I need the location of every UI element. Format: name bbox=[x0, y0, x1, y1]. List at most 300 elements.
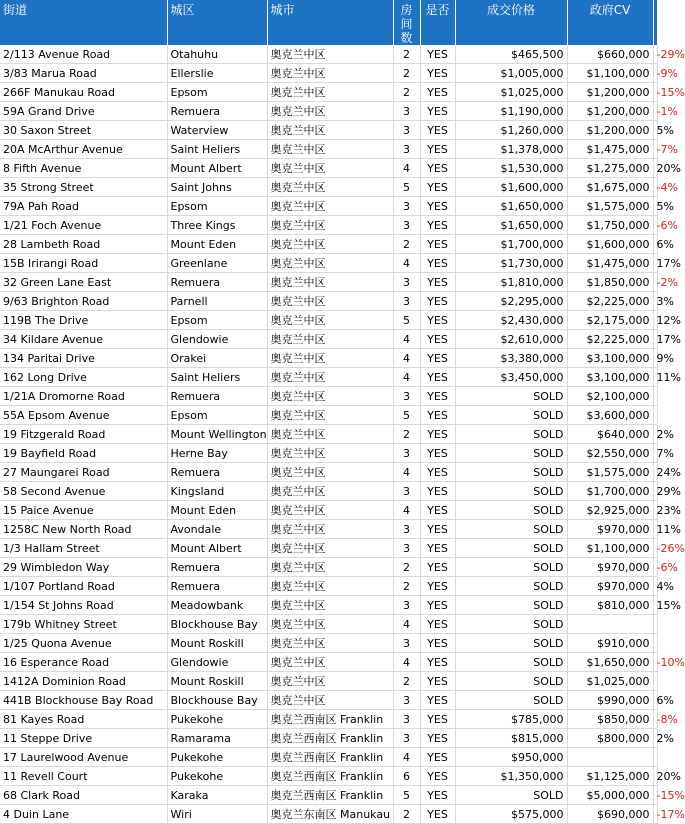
cell-yes[interactable]: YES bbox=[420, 805, 455, 824]
cell-change[interactable]: 24% bbox=[653, 463, 657, 482]
cell-rooms[interactable]: 3 bbox=[393, 121, 420, 140]
cell-area[interactable]: Remuera bbox=[167, 273, 267, 292]
cell-street[interactable]: 81 Kayes Road bbox=[0, 710, 167, 729]
cell-street[interactable]: 1258C New North Road bbox=[0, 520, 167, 539]
cell-rooms[interactable]: 4 bbox=[393, 501, 420, 520]
cell-city[interactable]: 奥克兰中区 bbox=[267, 159, 393, 178]
cell-yes[interactable]: YES bbox=[420, 425, 455, 444]
cell-city[interactable]: 奥克兰中区 bbox=[267, 444, 393, 463]
header-street[interactable]: 街道 bbox=[0, 0, 167, 45]
cell-yes[interactable]: YES bbox=[420, 444, 455, 463]
cell-yes[interactable]: YES bbox=[420, 159, 455, 178]
cell-change[interactable]: 2% bbox=[653, 425, 657, 444]
cell-city[interactable]: 奥克兰西南区 Franklin bbox=[267, 786, 393, 805]
cell-yes[interactable]: YES bbox=[420, 501, 455, 520]
cell-rooms[interactable]: 4 bbox=[393, 615, 420, 634]
cell-city[interactable]: 奥克兰中区 bbox=[267, 482, 393, 501]
cell-yes[interactable]: YES bbox=[420, 691, 455, 710]
cell-price[interactable]: $3,450,000 bbox=[455, 368, 567, 387]
cell-price[interactable]: SOLD bbox=[455, 539, 567, 558]
cell-rooms[interactable]: 2 bbox=[393, 805, 420, 824]
cell-cv[interactable]: $2,100,000 bbox=[567, 387, 653, 406]
cell-yes[interactable]: YES bbox=[420, 387, 455, 406]
cell-change[interactable]: 5% bbox=[653, 197, 657, 216]
cell-city[interactable]: 奥克兰中区 bbox=[267, 311, 393, 330]
cell-rooms[interactable]: 3 bbox=[393, 102, 420, 121]
cell-cv[interactable]: $970,000 bbox=[567, 520, 653, 539]
cell-cv[interactable]: $800,000 bbox=[567, 729, 653, 748]
cell-yes[interactable]: YES bbox=[420, 406, 455, 425]
cell-change[interactable]: -6% bbox=[653, 558, 657, 577]
cell-rooms[interactable]: 3 bbox=[393, 273, 420, 292]
cell-city[interactable]: 奥克兰中区 bbox=[267, 140, 393, 159]
header-yes[interactable]: 是否 bbox=[420, 0, 455, 45]
cell-rooms[interactable]: 2 bbox=[393, 672, 420, 691]
header-change[interactable]: 增幅 bbox=[653, 0, 657, 45]
cell-change[interactable] bbox=[653, 672, 657, 691]
cell-price[interactable]: $1,700,000 bbox=[455, 235, 567, 254]
cell-street[interactable]: 3/83 Marua Road bbox=[0, 64, 167, 83]
cell-price[interactable]: SOLD bbox=[455, 691, 567, 710]
cell-area[interactable]: Waterview bbox=[167, 121, 267, 140]
cell-price[interactable]: SOLD bbox=[455, 615, 567, 634]
cell-yes[interactable]: YES bbox=[420, 349, 455, 368]
cell-rooms[interactable]: 6 bbox=[393, 767, 420, 786]
cell-price[interactable]: SOLD bbox=[455, 786, 567, 805]
cell-rooms[interactable]: 2 bbox=[393, 83, 420, 102]
cell-change[interactable]: -15% bbox=[653, 786, 657, 805]
cell-yes[interactable]: YES bbox=[420, 292, 455, 311]
cell-street[interactable]: 68 Clark Road bbox=[0, 786, 167, 805]
cell-yes[interactable]: YES bbox=[420, 368, 455, 387]
cell-street[interactable]: 32 Green Lane East bbox=[0, 273, 167, 292]
cell-price[interactable]: $1,530,000 bbox=[455, 159, 567, 178]
cell-street[interactable]: 266F Manukau Road bbox=[0, 83, 167, 102]
cell-yes[interactable]: YES bbox=[420, 596, 455, 615]
cell-area[interactable]: Remuera bbox=[167, 387, 267, 406]
cell-price[interactable]: $1,600,000 bbox=[455, 178, 567, 197]
cell-city[interactable]: 奥克兰中区 bbox=[267, 653, 393, 672]
cell-area[interactable]: Herne Bay bbox=[167, 444, 267, 463]
cell-area[interactable]: Wiri bbox=[167, 805, 267, 824]
cell-yes[interactable]: YES bbox=[420, 102, 455, 121]
cell-cv[interactable]: $1,850,000 bbox=[567, 273, 653, 292]
header-rooms[interactable]: 房间数 bbox=[393, 0, 420, 45]
cell-cv[interactable]: $1,475,000 bbox=[567, 140, 653, 159]
cell-change[interactable] bbox=[653, 634, 657, 653]
cell-change[interactable] bbox=[653, 387, 657, 406]
cell-price[interactable]: $1,025,000 bbox=[455, 83, 567, 102]
cell-cv[interactable]: $1,200,000 bbox=[567, 83, 653, 102]
cell-rooms[interactable]: 3 bbox=[393, 710, 420, 729]
cell-rooms[interactable]: 2 bbox=[393, 425, 420, 444]
cell-yes[interactable]: YES bbox=[420, 482, 455, 501]
cell-street[interactable]: 9/63 Brighton Road bbox=[0, 292, 167, 311]
cell-yes[interactable]: YES bbox=[420, 330, 455, 349]
cell-change[interactable]: -6% bbox=[653, 216, 657, 235]
cell-cv[interactable]: $850,000 bbox=[567, 710, 653, 729]
cell-rooms[interactable]: 3 bbox=[393, 387, 420, 406]
cell-yes[interactable]: YES bbox=[420, 463, 455, 482]
cell-area[interactable]: Mount Roskill bbox=[167, 634, 267, 653]
cell-change[interactable]: -17% bbox=[653, 805, 657, 824]
cell-change[interactable]: -9% bbox=[653, 64, 657, 83]
cell-yes[interactable]: YES bbox=[420, 710, 455, 729]
cell-cv[interactable]: $1,575,000 bbox=[567, 197, 653, 216]
cell-price[interactable]: SOLD bbox=[455, 634, 567, 653]
cell-street[interactable]: 2/113 Avenue Road bbox=[0, 45, 167, 64]
cell-price[interactable]: $815,000 bbox=[455, 729, 567, 748]
cell-cv[interactable]: $2,925,000 bbox=[567, 501, 653, 520]
cell-yes[interactable]: YES bbox=[420, 767, 455, 786]
cell-change[interactable] bbox=[653, 406, 657, 425]
cell-yes[interactable]: YES bbox=[420, 83, 455, 102]
cell-street[interactable]: 1/21A Dromorne Road bbox=[0, 387, 167, 406]
cell-city[interactable]: 奥克兰中区 bbox=[267, 577, 393, 596]
cell-cv[interactable]: $690,000 bbox=[567, 805, 653, 824]
cell-street[interactable]: 1/3 Hallam Street bbox=[0, 539, 167, 558]
cell-city[interactable]: 奥克兰中区 bbox=[267, 178, 393, 197]
cell-street[interactable]: 27 Maungarei Road bbox=[0, 463, 167, 482]
cell-city[interactable]: 奥克兰西南区 Franklin bbox=[267, 767, 393, 786]
cell-city[interactable]: 奥克兰东南区 Manukau bbox=[267, 805, 393, 824]
cell-yes[interactable]: YES bbox=[420, 178, 455, 197]
cell-cv[interactable]: $1,675,000 bbox=[567, 178, 653, 197]
cell-cv[interactable]: $640,000 bbox=[567, 425, 653, 444]
cell-street[interactable]: 79A Pah Road bbox=[0, 197, 167, 216]
cell-cv[interactable]: $1,025,000 bbox=[567, 672, 653, 691]
cell-city[interactable]: 奥克兰中区 bbox=[267, 254, 393, 273]
cell-rooms[interactable]: 4 bbox=[393, 349, 420, 368]
cell-street[interactable]: 15B Irirangi Road bbox=[0, 254, 167, 273]
cell-change[interactable]: 6% bbox=[653, 235, 657, 254]
cell-price[interactable]: $785,000 bbox=[455, 710, 567, 729]
cell-price[interactable]: $1,190,000 bbox=[455, 102, 567, 121]
cell-change[interactable]: 4% bbox=[653, 577, 657, 596]
cell-price[interactable]: SOLD bbox=[455, 672, 567, 691]
cell-cv[interactable]: $1,600,000 bbox=[567, 235, 653, 254]
cell-change[interactable]: 17% bbox=[653, 330, 657, 349]
cell-price[interactable]: $1,810,000 bbox=[455, 273, 567, 292]
cell-area[interactable]: Glendowie bbox=[167, 330, 267, 349]
cell-change[interactable]: 12% bbox=[653, 311, 657, 330]
cell-city[interactable]: 奥克兰中区 bbox=[267, 121, 393, 140]
cell-area[interactable]: Greenlane bbox=[167, 254, 267, 273]
cell-change[interactable]: 20% bbox=[653, 159, 657, 178]
cell-yes[interactable]: YES bbox=[420, 615, 455, 634]
cell-price[interactable]: $1,730,000 bbox=[455, 254, 567, 273]
cell-price[interactable]: SOLD bbox=[455, 577, 567, 596]
cell-rooms[interactable]: 5 bbox=[393, 406, 420, 425]
cell-city[interactable]: 奥克兰中区 bbox=[267, 273, 393, 292]
cell-cv[interactable]: $1,700,000 bbox=[567, 482, 653, 501]
cell-cv[interactable]: $3,600,000 bbox=[567, 406, 653, 425]
cell-rooms[interactable]: 5 bbox=[393, 178, 420, 197]
cell-area[interactable]: Epsom bbox=[167, 83, 267, 102]
cell-change[interactable]: -15% bbox=[653, 83, 657, 102]
cell-price[interactable]: $1,005,000 bbox=[455, 64, 567, 83]
cell-area[interactable]: Epsom bbox=[167, 197, 267, 216]
cell-cv[interactable] bbox=[567, 615, 653, 634]
cell-rooms[interactable]: 2 bbox=[393, 45, 420, 64]
cell-area[interactable]: Remuera bbox=[167, 463, 267, 482]
cell-cv[interactable]: $970,000 bbox=[567, 558, 653, 577]
cell-city[interactable]: 奥克兰中区 bbox=[267, 102, 393, 121]
cell-yes[interactable]: YES bbox=[420, 216, 455, 235]
cell-street[interactable]: 30 Saxon Street bbox=[0, 121, 167, 140]
cell-price[interactable]: SOLD bbox=[455, 482, 567, 501]
cell-street[interactable]: 11 Revell Court bbox=[0, 767, 167, 786]
cell-yes[interactable]: YES bbox=[420, 197, 455, 216]
cell-area[interactable]: Saint Johns bbox=[167, 178, 267, 197]
cell-area[interactable]: Ramarama bbox=[167, 729, 267, 748]
cell-city[interactable]: 奥克兰中区 bbox=[267, 501, 393, 520]
cell-area[interactable]: Blockhouse Bay bbox=[167, 615, 267, 634]
cell-change[interactable]: -29% bbox=[653, 45, 657, 64]
cell-rooms[interactable]: 5 bbox=[393, 786, 420, 805]
cell-street[interactable]: 17 Laurelwood Avenue bbox=[0, 748, 167, 767]
cell-change[interactable]: 5% bbox=[653, 121, 657, 140]
cell-street[interactable]: 1/25 Quona Avenue bbox=[0, 634, 167, 653]
cell-street[interactable]: 15 Paice Avenue bbox=[0, 501, 167, 520]
cell-change[interactable]: -7% bbox=[653, 140, 657, 159]
cell-cv[interactable]: $2,225,000 bbox=[567, 292, 653, 311]
cell-cv[interactable]: $1,200,000 bbox=[567, 102, 653, 121]
cell-change[interactable]: 17% bbox=[653, 254, 657, 273]
cell-yes[interactable]: YES bbox=[420, 539, 455, 558]
cell-yes[interactable]: YES bbox=[420, 121, 455, 140]
cell-cv[interactable] bbox=[567, 748, 653, 767]
cell-change[interactable]: -26% bbox=[653, 539, 657, 558]
cell-price[interactable]: SOLD bbox=[455, 387, 567, 406]
cell-city[interactable]: 奥克兰中区 bbox=[267, 64, 393, 83]
cell-street[interactable]: 16 Esperance Road bbox=[0, 653, 167, 672]
cell-change[interactable]: 20% bbox=[653, 767, 657, 786]
cell-price[interactable]: $1,350,000 bbox=[455, 767, 567, 786]
cell-rooms[interactable]: 2 bbox=[393, 558, 420, 577]
cell-street[interactable]: 19 Fitzgerald Road bbox=[0, 425, 167, 444]
cell-yes[interactable]: YES bbox=[420, 235, 455, 254]
cell-change[interactable]: 7% bbox=[653, 444, 657, 463]
cell-rooms[interactable]: 4 bbox=[393, 653, 420, 672]
cell-price[interactable]: $2,295,000 bbox=[455, 292, 567, 311]
cell-rooms[interactable]: 4 bbox=[393, 368, 420, 387]
cell-rooms[interactable]: 2 bbox=[393, 577, 420, 596]
cell-rooms[interactable]: 3 bbox=[393, 520, 420, 539]
cell-street[interactable]: 28 Lambeth Road bbox=[0, 235, 167, 254]
cell-street[interactable]: 19 Bayfield Road bbox=[0, 444, 167, 463]
cell-price[interactable]: $1,378,000 bbox=[455, 140, 567, 159]
cell-area[interactable]: Blockhouse Bay bbox=[167, 691, 267, 710]
cell-yes[interactable]: YES bbox=[420, 786, 455, 805]
cell-city[interactable]: 奥克兰中区 bbox=[267, 197, 393, 216]
cell-rooms[interactable]: 2 bbox=[393, 235, 420, 254]
cell-area[interactable]: Karaka bbox=[167, 786, 267, 805]
cell-cv[interactable]: $660,000 bbox=[567, 45, 653, 64]
cell-cv[interactable]: $810,000 bbox=[567, 596, 653, 615]
cell-street[interactable]: 35 Strong Street bbox=[0, 178, 167, 197]
cell-area[interactable]: Mount Wellington bbox=[167, 425, 267, 444]
cell-city[interactable]: 奥克兰中区 bbox=[267, 387, 393, 406]
cell-street[interactable]: 8 Fifth Avenue bbox=[0, 159, 167, 178]
cell-city[interactable]: 奥克兰中区 bbox=[267, 615, 393, 634]
cell-street[interactable]: 162 Long Drive bbox=[0, 368, 167, 387]
cell-city[interactable]: 奥克兰中区 bbox=[267, 406, 393, 425]
cell-street[interactable]: 58 Second Avenue bbox=[0, 482, 167, 501]
cell-change[interactable]: -8% bbox=[653, 710, 657, 729]
cell-street[interactable]: 1/107 Portland Road bbox=[0, 577, 167, 596]
cell-yes[interactable]: YES bbox=[420, 45, 455, 64]
cell-rooms[interactable]: 3 bbox=[393, 292, 420, 311]
cell-cv[interactable]: $3,100,000 bbox=[567, 368, 653, 387]
cell-street[interactable]: 1/21 Foch Avenue bbox=[0, 216, 167, 235]
cell-area[interactable]: Epsom bbox=[167, 311, 267, 330]
cell-city[interactable]: 奥克兰中区 bbox=[267, 691, 393, 710]
cell-area[interactable]: Remuera bbox=[167, 102, 267, 121]
cell-cv[interactable]: $2,550,000 bbox=[567, 444, 653, 463]
cell-cv[interactable]: $1,475,000 bbox=[567, 254, 653, 273]
cell-area[interactable]: Mount Albert bbox=[167, 539, 267, 558]
cell-area[interactable]: Mount Eden bbox=[167, 501, 267, 520]
cell-city[interactable]: 奥克兰中区 bbox=[267, 292, 393, 311]
cell-street[interactable]: 179b Whitney Street bbox=[0, 615, 167, 634]
cell-change[interactable]: 2% bbox=[653, 729, 657, 748]
cell-rooms[interactable]: 4 bbox=[393, 748, 420, 767]
cell-area[interactable]: Pukekohe bbox=[167, 710, 267, 729]
cell-yes[interactable]: YES bbox=[420, 64, 455, 83]
cell-rooms[interactable]: 3 bbox=[393, 634, 420, 653]
cell-city[interactable]: 奥克兰中区 bbox=[267, 83, 393, 102]
cell-street[interactable]: 59A Grand Drive bbox=[0, 102, 167, 121]
cell-cv[interactable]: $990,000 bbox=[567, 691, 653, 710]
cell-price[interactable]: SOLD bbox=[455, 406, 567, 425]
cell-price[interactable]: SOLD bbox=[455, 501, 567, 520]
cell-change[interactable] bbox=[653, 615, 657, 634]
cell-city[interactable]: 奥克兰中区 bbox=[267, 672, 393, 691]
cell-price[interactable]: SOLD bbox=[455, 463, 567, 482]
cell-area[interactable]: Remuera bbox=[167, 558, 267, 577]
cell-rooms[interactable]: 4 bbox=[393, 159, 420, 178]
cell-street[interactable]: 55A Epsom Avenue bbox=[0, 406, 167, 425]
cell-rooms[interactable]: 2 bbox=[393, 64, 420, 83]
cell-change[interactable] bbox=[653, 748, 657, 767]
cell-city[interactable]: 奥克兰中区 bbox=[267, 349, 393, 368]
cell-cv[interactable]: $2,175,000 bbox=[567, 311, 653, 330]
cell-area[interactable]: Pukekohe bbox=[167, 748, 267, 767]
cell-price[interactable]: $1,650,000 bbox=[455, 216, 567, 235]
cell-city[interactable]: 奥克兰中区 bbox=[267, 216, 393, 235]
cell-rooms[interactable]: 3 bbox=[393, 729, 420, 748]
cell-change[interactable]: -4% bbox=[653, 178, 657, 197]
cell-change[interactable]: 6% bbox=[653, 691, 657, 710]
cell-area[interactable]: Otahuhu bbox=[167, 45, 267, 64]
cell-price[interactable]: $950,000 bbox=[455, 748, 567, 767]
cell-rooms[interactable]: 3 bbox=[393, 691, 420, 710]
cell-yes[interactable]: YES bbox=[420, 577, 455, 596]
cell-change[interactable]: -1% bbox=[653, 102, 657, 121]
cell-city[interactable]: 奥克兰中区 bbox=[267, 634, 393, 653]
cell-street[interactable]: 441B Blockhouse Bay Road bbox=[0, 691, 167, 710]
cell-rooms[interactable]: 3 bbox=[393, 216, 420, 235]
cell-price[interactable]: $2,430,000 bbox=[455, 311, 567, 330]
cell-area[interactable]: Epsom bbox=[167, 406, 267, 425]
cell-city[interactable]: 奥克兰中区 bbox=[267, 596, 393, 615]
cell-price[interactable]: SOLD bbox=[455, 653, 567, 672]
cell-city[interactable]: 奥克兰西南区 Franklin bbox=[267, 729, 393, 748]
cell-cv[interactable]: $1,275,000 bbox=[567, 159, 653, 178]
cell-price[interactable]: $3,380,000 bbox=[455, 349, 567, 368]
cell-city[interactable]: 奥克兰中区 bbox=[267, 330, 393, 349]
cell-rooms[interactable]: 5 bbox=[393, 311, 420, 330]
cell-area[interactable]: Meadowbank bbox=[167, 596, 267, 615]
cell-price[interactable]: SOLD bbox=[455, 558, 567, 577]
cell-change[interactable]: -2% bbox=[653, 273, 657, 292]
cell-street[interactable]: 29 Wimbledon Way bbox=[0, 558, 167, 577]
cell-cv[interactable]: $1,200,000 bbox=[567, 121, 653, 140]
cell-change[interactable]: -10% bbox=[653, 653, 657, 672]
cell-street[interactable]: 34 Kildare Avenue bbox=[0, 330, 167, 349]
cell-price[interactable]: SOLD bbox=[455, 596, 567, 615]
cell-change[interactable]: 15% bbox=[653, 596, 657, 615]
cell-yes[interactable]: YES bbox=[420, 520, 455, 539]
cell-area[interactable]: Mount Eden bbox=[167, 235, 267, 254]
header-city[interactable]: 城市 bbox=[267, 0, 393, 45]
header-cv[interactable]: 政府CV bbox=[567, 0, 653, 45]
cell-change[interactable]: 23% bbox=[653, 501, 657, 520]
cell-cv[interactable]: $1,650,000 bbox=[567, 653, 653, 672]
cell-street[interactable]: 119B The Drive bbox=[0, 311, 167, 330]
cell-city[interactable]: 奥克兰西南区 Franklin bbox=[267, 748, 393, 767]
cell-yes[interactable]: YES bbox=[420, 311, 455, 330]
cell-price[interactable]: SOLD bbox=[455, 520, 567, 539]
cell-cv[interactable]: $910,000 bbox=[567, 634, 653, 653]
cell-rooms[interactable]: 3 bbox=[393, 482, 420, 501]
cell-price[interactable]: $1,260,000 bbox=[455, 121, 567, 140]
header-area[interactable]: 城区 bbox=[167, 0, 267, 45]
cell-cv[interactable]: $1,100,000 bbox=[567, 539, 653, 558]
cell-cv[interactable]: $1,125,000 bbox=[567, 767, 653, 786]
cell-cv[interactable]: $2,225,000 bbox=[567, 330, 653, 349]
cell-city[interactable]: 奥克兰中区 bbox=[267, 520, 393, 539]
cell-change[interactable]: 11% bbox=[653, 520, 657, 539]
cell-yes[interactable]: YES bbox=[420, 634, 455, 653]
cell-price[interactable]: SOLD bbox=[455, 425, 567, 444]
cell-street[interactable]: 11 Steppe Drive bbox=[0, 729, 167, 748]
cell-price[interactable]: $465,500 bbox=[455, 45, 567, 64]
cell-cv[interactable]: $970,000 bbox=[567, 577, 653, 596]
cell-price[interactable]: SOLD bbox=[455, 444, 567, 463]
cell-change[interactable]: 11% bbox=[653, 368, 657, 387]
cell-rooms[interactable]: 3 bbox=[393, 140, 420, 159]
cell-yes[interactable]: YES bbox=[420, 653, 455, 672]
cell-yes[interactable]: YES bbox=[420, 672, 455, 691]
header-price[interactable]: 成交价格 bbox=[455, 0, 567, 45]
cell-price[interactable]: $1,650,000 bbox=[455, 197, 567, 216]
cell-area[interactable]: Glendowie bbox=[167, 653, 267, 672]
cell-rooms[interactable]: 3 bbox=[393, 539, 420, 558]
cell-street[interactable]: 20A McArthur Avenue bbox=[0, 140, 167, 159]
cell-cv[interactable]: $1,100,000 bbox=[567, 64, 653, 83]
cell-street[interactable]: 134 Paritai Drive bbox=[0, 349, 167, 368]
cell-area[interactable]: Pukekohe bbox=[167, 767, 267, 786]
cell-yes[interactable]: YES bbox=[420, 140, 455, 159]
cell-change[interactable]: 3% bbox=[653, 292, 657, 311]
cell-cv[interactable]: $1,750,000 bbox=[567, 216, 653, 235]
cell-cv[interactable]: $5,000,000 bbox=[567, 786, 653, 805]
cell-area[interactable]: Three Kings bbox=[167, 216, 267, 235]
cell-city[interactable]: 奥克兰中区 bbox=[267, 539, 393, 558]
cell-area[interactable]: Saint Heliers bbox=[167, 140, 267, 159]
